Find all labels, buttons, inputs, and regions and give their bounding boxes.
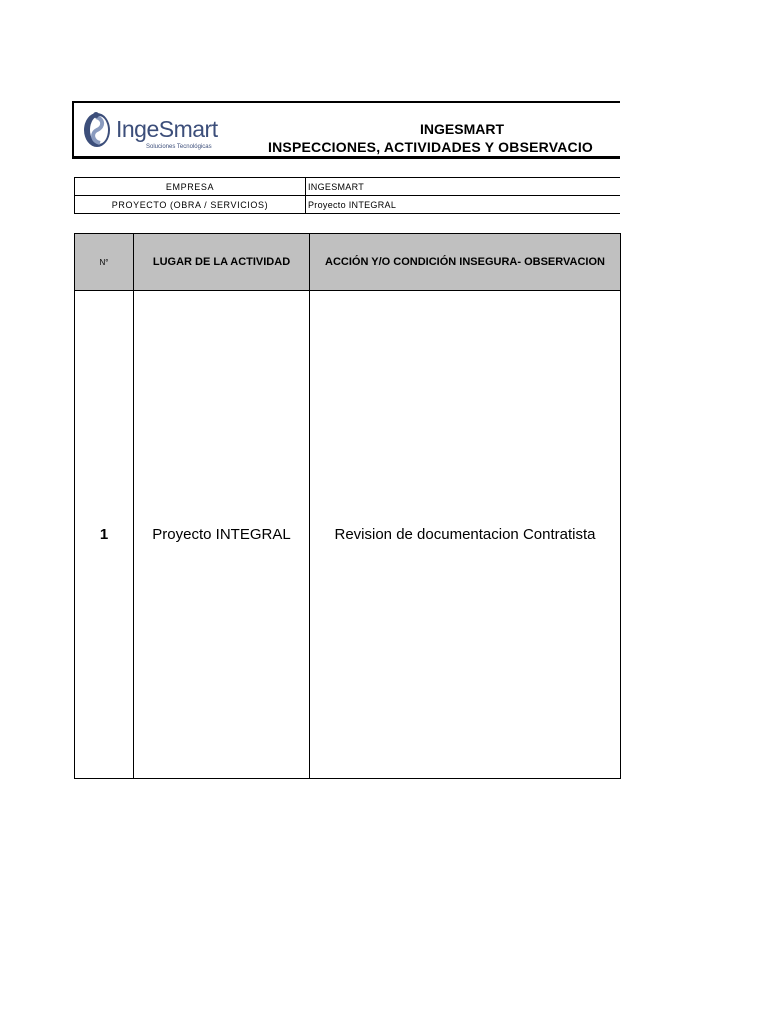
document-title: INGESMART: [420, 121, 504, 137]
row-lugar: Proyecto INTEGRAL: [134, 291, 310, 779]
empresa-row: [75, 178, 621, 196]
column-header-lugar: LUGAR DE LA ACTIVIDAD: [134, 234, 310, 291]
header-content: [72, 101, 620, 159]
empresa-value: INGESMART: [306, 178, 621, 196]
table-header-row: [75, 234, 621, 291]
column-header-number: N°: [75, 234, 134, 291]
info-table: [74, 177, 620, 214]
empresa-label: EMPRESA: [75, 178, 306, 196]
logo-wordmark: IngeSmart: [116, 116, 218, 142]
document-subtitle: INSPECCIONES, ACTIVIDADES Y OBSERVACIO: [268, 139, 593, 155]
logo-tagline: Soluciones Tecnológicas: [146, 144, 212, 150]
row-number: 1: [75, 291, 134, 779]
observations-table: [74, 233, 621, 779]
proyecto-label: PROYECTO (OBRA / SERVICIOS): [75, 196, 306, 214]
proyecto-row: [75, 196, 621, 214]
proyecto-value: Proyecto INTEGRAL: [306, 196, 621, 214]
column-header-accion: ACCIÓN Y/O CONDICIÓN INSEGURA- OBSERVACION: [310, 234, 621, 291]
table-row: [75, 291, 621, 779]
row-accion: Revision de documentacion Contratista: [310, 291, 621, 779]
